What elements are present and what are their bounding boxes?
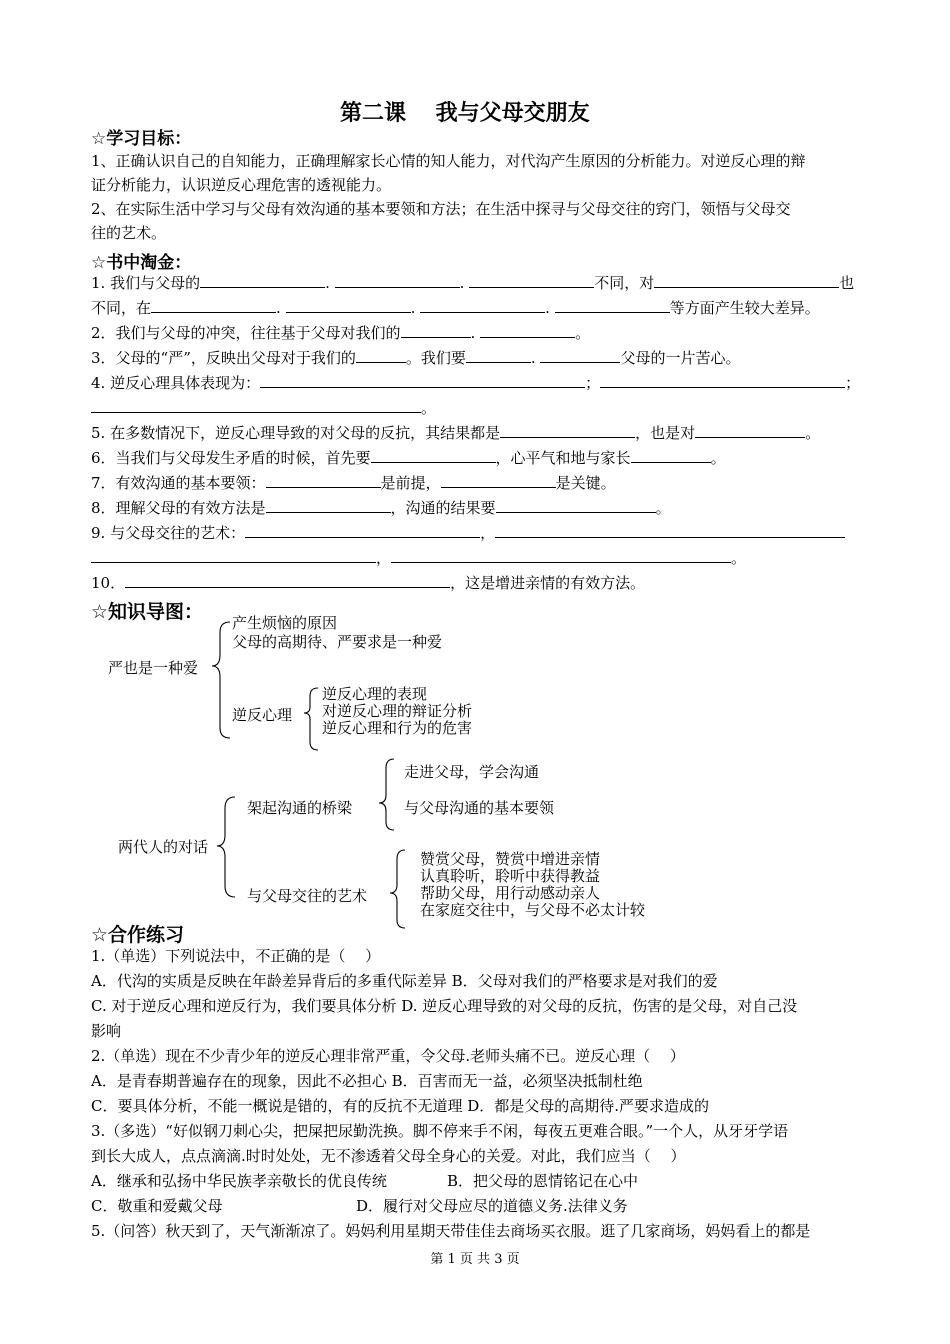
- q2-text-a: 2．我们与父母的冲突，往往基于父母对我们的: [91, 324, 401, 342]
- q3-text-a: 3．父母的“严”，反映出父母对于我们的: [91, 349, 356, 367]
- mark-dot: .: [276, 299, 281, 317]
- mark-dot: .: [530, 349, 536, 367]
- map-node: 与父母沟通的基本要领: [404, 799, 555, 817]
- practice-q1-options-cd: C. 对于逆反心理和逆反行为，我们要具体分析 D. 逆反心理导致的对父母的反抗，伤害的是父母，对自己没: [91, 997, 798, 1015]
- mark-comma: ，: [376, 549, 392, 567]
- mark-dot: .: [410, 299, 416, 317]
- map-node: 架起沟通的桥梁: [247, 799, 353, 817]
- map-node: 在家庭交往中，与父母不必太计较: [420, 901, 646, 919]
- practice-q5: 5.（问答）秋天到了，天气渐渐凉了。妈妈利用星期天带佳佳去商场买衣服。逛了几家商场，妈妈看上的都是: [91, 1222, 811, 1240]
- practice-q1-options-cd-cont: 影响: [91, 1022, 122, 1040]
- map-node-root1: 严也是一种爱: [108, 659, 199, 677]
- goal-1-line-1: 1、正确认识自己的自知能力，正确理解家长心情的知人能力，对代沟产生原因的分析能力。对逆反心理的辩: [91, 152, 806, 170]
- mark-dot: .: [325, 274, 330, 292]
- q8-text-a: 8．理解父母的有效方法是: [91, 499, 266, 517]
- q1-text-a: 1. 我们与父母的: [91, 274, 201, 292]
- page-title: 第二课 我与父母交朋友: [340, 101, 590, 126]
- q6-text-a: 6．当我们与父母发生矛盾的时候，首先要: [91, 449, 371, 467]
- map-node: 逆反心理的表现: [322, 685, 428, 703]
- q7-text-c: 是关键。: [555, 474, 616, 492]
- practice-q2-options-ab: A．是青春期普遍存在的现象，因此不必担心 B．百害而无一益，必须坚决抵制杜绝: [91, 1072, 643, 1090]
- map-node: 对逆反心理的辩证分析: [322, 702, 473, 720]
- mark-period: 。: [421, 399, 437, 417]
- mark-period: 。: [575, 324, 591, 342]
- practice-q3-cont: 到长大成人，点点滴滴.时时处处，无不渗透着父母全身心的关爱。对此，我们应当（ ）: [91, 1147, 686, 1165]
- map-node: 逆反心理: [232, 706, 293, 724]
- practice-q3-option-d: D．履行对父母应尽的道德义务.法律义务: [356, 1197, 628, 1215]
- mark-semi: ；: [585, 374, 601, 392]
- brace-r2-b: [390, 850, 405, 928]
- map-node: 认真聆听，聆听中获得教益: [420, 867, 601, 885]
- practice-q2: 2.（单选）现在不少青少年的逆反心理非常严重，令父母.老师头痛不已。逆反心理（ ）: [91, 1047, 685, 1065]
- map-node: 与父母交往的艺术: [247, 887, 368, 905]
- q1-text-d: 不同，在: [91, 299, 152, 317]
- q5-text-b: ，也是对: [635, 424, 696, 442]
- practice-q3-option-c: C．敬重和爱戴父母: [91, 1197, 223, 1215]
- map-node: 产生烦恼的原因: [232, 614, 338, 632]
- brace-r2-a: [379, 759, 394, 830]
- mark-period: 。: [731, 549, 747, 567]
- map-node: 走进父母，学会沟通: [404, 763, 540, 781]
- brace-root2: [217, 797, 235, 897]
- mark-period: 。: [655, 499, 671, 517]
- mark-dot: .: [545, 299, 550, 317]
- goal-2-line-1: 2、在实际生活中学习与父母有效沟通的基本要领和方法；在生活中探寻与父母交往的窍门，领悟与父母交: [91, 200, 791, 218]
- q1-text-c: 也: [839, 274, 855, 292]
- q3-text-c: 父母的一片苦心。: [620, 349, 741, 367]
- mark-period: 。: [710, 449, 726, 467]
- map-node: 赞赏父母，赞赏中增进亲情: [420, 850, 601, 868]
- practice-q3-option-b: B．把父母的恩情铭记在心中: [447, 1172, 639, 1190]
- q10-text-b: ，这是增进亲情的有效方法。: [450, 574, 646, 592]
- q4-text-a: 4. 逆反心理具体表现为：: [91, 374, 261, 392]
- practice-heading: ☆合作练习: [91, 924, 185, 946]
- q6-text-b: ，心平气和地与家长: [495, 449, 631, 467]
- q3-text-b: 。我们要: [405, 349, 466, 367]
- practice-q1: 1.（单选）下列说法中，不正确的是（ ）: [91, 947, 381, 965]
- practice-q3-option-a: A．继承和弘扬中华民族孝亲敬长的优良传统: [91, 1172, 387, 1190]
- mark-dot: .: [470, 324, 476, 342]
- book-heading: ☆书中淘金：: [91, 253, 192, 273]
- q9-text-a: 9. 与父母交往的艺术：: [91, 524, 246, 542]
- q10-text-a: 10．: [91, 574, 126, 592]
- mark-semi: ；: [845, 374, 861, 392]
- mark-dot: .: [459, 274, 465, 292]
- q7-text-a: 7．有效沟通的基本要领：: [91, 474, 266, 492]
- practice-q1-options-ab: A．代沟的实质是反映在年龄差异背后的多重代际差异 B．父母对我们的严格要求是对我们的爱: [91, 972, 718, 990]
- q1-text-e: 等方面产生较大差异。: [669, 299, 820, 317]
- map-node: 父母的高期待、严要求是一种爱: [232, 633, 443, 651]
- brace-r1-c: [304, 688, 318, 750]
- page-footer: 第 1 页 共 3 页: [430, 1252, 520, 1267]
- practice-q3: 3.（多选）“好似钢刀刺心尖，把屎把尿勤洗换。脚不停来手不闲，每夜五更难合眼。”一个人，从牙牙学语: [91, 1122, 789, 1140]
- goal-1-line-2: 证分析能力，认识逆反心理危害的透视能力。: [91, 176, 392, 194]
- mark-period: 。: [805, 424, 821, 442]
- map-node: 逆反心理和行为的危害: [322, 719, 473, 737]
- mark-comma: ，: [480, 524, 496, 542]
- q1-text-b: 不同，对: [594, 274, 655, 292]
- brace-root1: [212, 622, 230, 738]
- map-heading: ☆知识导图：: [91, 601, 204, 623]
- map-node-root2: 两代人的对话: [118, 838, 209, 856]
- goals-heading: ☆学习目标：: [91, 129, 192, 149]
- q8-text-b: ，沟通的结果要: [390, 499, 496, 517]
- goal-2-line-2: 往的艺术。: [91, 224, 167, 242]
- q7-text-b: 是前提，: [380, 474, 441, 492]
- q5-text-a: 5. 在多数情况下，逆反心理导致的对父母的反抗，其结果都是: [91, 424, 501, 442]
- map-node: 帮助父母，用行动感动亲人: [420, 884, 601, 902]
- practice-q2-options-cd: C．要具体分析，不能一概说是错的，有的反抗不无道理 D．都是父母的高期待.严要求造成的: [91, 1097, 710, 1115]
